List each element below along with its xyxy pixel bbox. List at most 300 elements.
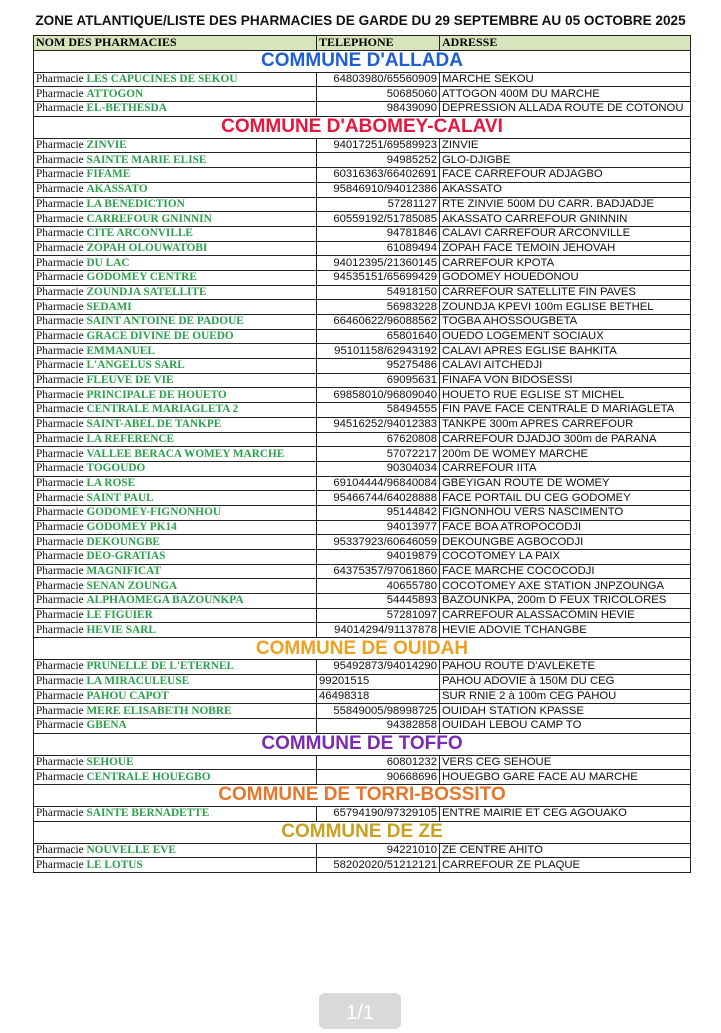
- pharmacy-telephone: 94012395/21360145: [317, 256, 440, 271]
- pharmacy-name-cell: [34, 843, 317, 858]
- pharmacy-name-cell: [34, 403, 317, 418]
- pharmacy-name-cell: [34, 344, 317, 359]
- pharmacy-name: CENTRALE MARIAGLETA 2: [86, 403, 239, 416]
- table-row: [34, 447, 691, 462]
- pharmacy-name: GRACE DIVINE DE OUEDO: [86, 330, 234, 343]
- pharmacy-address: MARCHE SEKOU: [440, 72, 691, 87]
- pharmacy-address: COCOTOMEY AXE STATION JNPZOUNGA: [440, 579, 691, 594]
- pharmacy-address: HOUEGBO GARE FACE AU MARCHE: [440, 770, 691, 785]
- pharmacy-address: CARREFOUR IITA: [440, 461, 691, 476]
- pharmacy-name: ALPHAOMEGA BAZOUNKPA: [86, 594, 244, 607]
- pharmacy-name: ZOPAH OLOUWATOBI: [86, 241, 208, 254]
- pharmacy-telephone: 54918150: [317, 285, 440, 300]
- pharmacy-address: OUEDO LOGEMENT SOCIAUX: [440, 329, 691, 344]
- pharmacy-prefix: Pharmacie: [36, 550, 84, 563]
- pharmacy-name-cell: [34, 168, 317, 183]
- pharmacy-telephone: 94985252: [317, 153, 440, 168]
- pharmacy-name: L'ANGELUS SARL: [86, 359, 185, 372]
- table-row: [34, 256, 691, 271]
- pharmacy-prefix: Pharmacie: [36, 418, 84, 431]
- table-row: [34, 550, 691, 565]
- pharmacy-name-cell: [34, 300, 317, 315]
- pharmacy-address: ZOUNDJA KPEVI 100m EGLISE BETHEL: [440, 300, 691, 315]
- pharmacy-prefix: Pharmacie: [36, 212, 84, 225]
- pharmacy-name-cell: [34, 417, 317, 432]
- pharmacy-telephone: 57072217: [317, 447, 440, 462]
- pharmacy-name-cell: [34, 153, 317, 168]
- table-row: [34, 72, 691, 87]
- pharmacy-telephone: 69858010/96809040: [317, 388, 440, 403]
- pharmacy-name-cell: [34, 623, 317, 638]
- pharmacy-name: SAINT ANTOINE DE PADOUE: [86, 315, 244, 328]
- table-row: [34, 505, 691, 520]
- table-row: [34, 579, 691, 594]
- pharmacy-prefix: Pharmacie: [36, 300, 84, 313]
- pharmacy-telephone: 94019879: [317, 550, 440, 565]
- pharmacy-name-cell: [34, 491, 317, 506]
- pharmacy-address: TOGBA AHOSSOUGBETA: [440, 315, 691, 330]
- commune-title: COMMUNE DE TORRI-BOSSITO: [34, 784, 691, 806]
- pharmacy-address: AKASSATO CARREFOUR GNINNIN: [440, 212, 691, 227]
- pharmacy-name: SAINT PAUL: [86, 491, 154, 504]
- pharmacy-name: GODOMEY PK14: [86, 520, 177, 533]
- pharmacy-telephone: 95101158/62943192: [317, 344, 440, 359]
- pharmacy-prefix: Pharmacie: [36, 285, 84, 298]
- pharmacy-name: DEKOUNGBE: [86, 535, 160, 548]
- pharmacy-name-cell: [34, 594, 317, 609]
- pharmacy-telephone: 58494555: [317, 403, 440, 418]
- pharmacy-name-cell: [34, 241, 317, 256]
- pharmacy-prefix: Pharmacie: [36, 315, 84, 328]
- pharmacy-prefix: Pharmacie: [36, 594, 84, 607]
- commune-title: COMMUNE DE TOFFO: [34, 733, 691, 755]
- pharmacy-prefix: Pharmacie: [36, 447, 84, 460]
- pharmacy-name: VALLEE BERACA WOMEY MARCHE: [86, 447, 285, 460]
- pharmacy-name-cell: [34, 858, 317, 873]
- table-row: [34, 608, 691, 623]
- table-row: [34, 689, 691, 704]
- pharmacy-name: PRINCIPALE DE HOUETO: [86, 388, 227, 401]
- pharmacy-name: SEHOUE: [86, 755, 134, 768]
- pharmacy-address: OUIDAH LEBOU CAMP TO: [440, 718, 691, 733]
- pharmacy-prefix: Pharmacie: [36, 388, 84, 401]
- pharmacy-prefix: Pharmacie: [36, 403, 84, 416]
- pharmacy-telephone: 65794190/97329105: [317, 806, 440, 821]
- pharmacy-prefix: Pharmacie: [36, 168, 84, 181]
- table-row: [34, 359, 691, 374]
- pharmacy-prefix: Pharmacie: [36, 755, 84, 768]
- pharmacy-prefix: Pharmacie: [36, 565, 84, 578]
- pharmacy-name: CITE ARCONVILLE: [86, 227, 193, 240]
- commune-title: COMMUNE D'ALLADA: [34, 50, 691, 72]
- pharmacy-name: EL-BETHESDA: [86, 102, 167, 115]
- pharmacy-prefix: Pharmacie: [36, 330, 84, 343]
- pharmacy-address: GBEYIGAN ROUTE DE WOMEY: [440, 476, 691, 491]
- pharmacy-prefix: Pharmacie: [36, 506, 84, 519]
- pharmacy-address: PAHOU ADOVIE à 150M DU CEG: [440, 674, 691, 689]
- pharmacy-prefix: Pharmacie: [36, 689, 84, 702]
- pharmacy-name-cell: [34, 285, 317, 300]
- table-row: [34, 770, 691, 785]
- pharmacy-prefix: Pharmacie: [36, 579, 84, 592]
- table-row: [34, 660, 691, 675]
- pharmacy-name-cell: [34, 520, 317, 535]
- pharmacy-telephone: 67620808: [317, 432, 440, 447]
- pharmacy-prefix: Pharmacie: [36, 197, 84, 210]
- table-row: [34, 594, 691, 609]
- pharmacy-address: FACE PORTAIL DU CEG GODOMEY: [440, 491, 691, 506]
- table-row: [34, 564, 691, 579]
- pharmacy-prefix: Pharmacie: [36, 359, 84, 372]
- table-row: [34, 520, 691, 535]
- pharmacy-address: 200m DE WOMEY MARCHE: [440, 447, 691, 462]
- pharmacy-name-cell: [34, 329, 317, 344]
- pharmacy-address: FACE MARCHE COCOCODJI: [440, 564, 691, 579]
- pharmacy-name-cell: [34, 72, 317, 87]
- pharmacy-prefix: Pharmacie: [36, 374, 84, 387]
- pharmacy-telephone: 50685060: [317, 87, 440, 102]
- pharmacy-name-cell: [34, 315, 317, 330]
- table-row: [34, 843, 691, 858]
- pharmacy-name: FIFAME: [86, 168, 131, 181]
- pharmacy-telephone: 90668696: [317, 770, 440, 785]
- pharmacy-address: ZINVIE: [440, 138, 691, 153]
- pharmacy-telephone: 98439090: [317, 102, 440, 117]
- pharmacy-name: FLEUVE DE VIE: [86, 374, 174, 387]
- table-row: [34, 388, 691, 403]
- table-row: [34, 138, 691, 153]
- pharmacy-name: ZINVIE: [86, 139, 127, 152]
- pharmacy-address: RTE ZINVIE 500M DU CARR. BADJADJE: [440, 197, 691, 212]
- pharmacy-prefix: Pharmacie: [36, 476, 84, 489]
- table-row: [34, 403, 691, 418]
- table-row: [34, 270, 691, 285]
- pharmacy-name-cell: [34, 564, 317, 579]
- pharmacy-name: EMMANUEL: [86, 344, 155, 357]
- pharmacy-address: CALAVI CARREFOUR ARCONVILLE: [440, 226, 691, 241]
- pharmacy-name-cell: [34, 806, 317, 821]
- pharmacy-name-cell: [34, 432, 317, 447]
- pharmacy-telephone: 69095631: [317, 373, 440, 388]
- pharmacy-name: SEDAMI: [86, 300, 132, 313]
- pharmacy-address: ZE CENTRE AHITO: [440, 843, 691, 858]
- pharmacy-telephone: 64803980/65560909: [317, 72, 440, 87]
- pharmacy-telephone: 69104444/96840084: [317, 476, 440, 491]
- pharmacy-telephone: 94535151/65699429: [317, 270, 440, 285]
- pharmacy-address: GODOMEY HOUEDONOU: [440, 270, 691, 285]
- header-telephone: TELEPHONE: [317, 36, 440, 51]
- pharmacy-name-cell: [34, 476, 317, 491]
- pharmacy-name-cell: [34, 226, 317, 241]
- pharmacy-telephone: 40655780: [317, 579, 440, 594]
- pharmacy-name-cell: [34, 660, 317, 675]
- pharmacy-telephone: 95275486: [317, 359, 440, 374]
- pharmacy-prefix: Pharmacie: [36, 858, 84, 871]
- table-header-row: [34, 36, 691, 51]
- pharmacy-prefix: Pharmacie: [36, 623, 84, 636]
- pharmacy-name-cell: [34, 704, 317, 719]
- table-row: [34, 300, 691, 315]
- pharmacy-telephone: 99201515: [317, 674, 440, 689]
- pharmacy-address: CARREFOUR DJADJO 300m de PARANA: [440, 432, 691, 447]
- commune-header-row: [34, 733, 691, 755]
- table-row: [34, 285, 691, 300]
- pharmacy-prefix: Pharmacie: [36, 183, 84, 196]
- pharmacy-telephone: 94221010: [317, 843, 440, 858]
- table-row: [34, 373, 691, 388]
- pharmacy-telephone: 57281127: [317, 197, 440, 212]
- pharmacy-prefix: Pharmacie: [36, 227, 84, 240]
- table-row: [34, 858, 691, 873]
- pharmacy-address: FIN PAVE FACE CENTRALE D MARIAGLETA: [440, 403, 691, 418]
- pharmacy-name: PRUNELLE DE L'ETERNEL: [86, 660, 235, 673]
- pharmacy-prefix: Pharmacie: [36, 675, 84, 688]
- table-row: [34, 535, 691, 550]
- table-row: [34, 476, 691, 491]
- pharmacy-telephone: 94014294/91137878: [317, 623, 440, 638]
- pharmacy-telephone: 94013977: [317, 520, 440, 535]
- header-name: NOM DES PHARMACIES: [34, 36, 317, 51]
- pharmacy-telephone: 90304034: [317, 461, 440, 476]
- pharmacy-name: DU LAC: [86, 256, 130, 269]
- pharmacy-address: SUR RNIE 2 à 100m CEG PAHOU: [440, 689, 691, 704]
- pharmacy-name: LE LOTUS: [86, 858, 143, 871]
- pharmacy-prefix: Pharmacie: [36, 73, 84, 86]
- pharmacy-name-cell: [34, 182, 317, 197]
- pharmacy-name: MAGNIFICAT: [86, 565, 161, 578]
- pharmacy-address: BAZOUNKPA, 200m D FEUX TRICOLORES: [440, 594, 691, 609]
- table-row: [34, 182, 691, 197]
- table-body: [34, 50, 691, 872]
- pharmacy-address: DEKOUNGBE AGBOCODJI: [440, 535, 691, 550]
- table-row: [34, 704, 691, 719]
- pharmacy-telephone: 57281097: [317, 608, 440, 623]
- pharmacy-name: LA REFERENCE: [86, 432, 175, 445]
- pharmacy-address: OUIDAH STATION KPASSE: [440, 704, 691, 719]
- pharmacy-telephone: 56983228: [317, 300, 440, 315]
- table-row: [34, 212, 691, 227]
- pharmacy-name-cell: [34, 197, 317, 212]
- pharmacy-telephone: 95846910/94012386: [317, 182, 440, 197]
- pharmacy-address: CALAVI APRES EGLISE BAHKITA: [440, 344, 691, 359]
- pharmacy-prefix: Pharmacie: [36, 807, 84, 820]
- pharmacy-name: HEVIE SARL: [86, 623, 156, 636]
- table-row: [34, 197, 691, 212]
- commune-header-row: [34, 50, 691, 72]
- pharmacy-name-cell: [34, 579, 317, 594]
- pharmacy-prefix: Pharmacie: [36, 139, 84, 152]
- pharmacy-address: PAHOU ROUTE D'AVLEKETE: [440, 660, 691, 675]
- pharmacy-name-cell: [34, 373, 317, 388]
- pharmacy-telephone: 95337923/60646059: [317, 535, 440, 550]
- table-row: [34, 718, 691, 733]
- pharmacy-address: ATTOGON 400M DU MARCHE: [440, 87, 691, 102]
- pharmacy-name-cell: [34, 608, 317, 623]
- table-row: [34, 806, 691, 821]
- pharmacy-address: GLO-DJIGBE: [440, 153, 691, 168]
- pharmacy-name: LES CAPUCINES DE SEKOU: [86, 73, 238, 86]
- pharmacy-telephone: 60559192/51785085: [317, 212, 440, 227]
- pharmacy-address: FACE CARREFOUR ADJAGBO: [440, 168, 691, 183]
- pharmacy-telephone: 94781846: [317, 226, 440, 241]
- table-row: [34, 226, 691, 241]
- pharmacy-telephone: 66460622/96088562: [317, 315, 440, 330]
- pharmacy-address: AKASSATO: [440, 182, 691, 197]
- pharmacy-telephone: 95466744/64028888: [317, 491, 440, 506]
- table-row: [34, 417, 691, 432]
- pharmacy-name: SAINTE MARIE ELISE: [86, 153, 207, 166]
- pharmacy-name: GBENA: [86, 719, 127, 732]
- pharmacy-name: TOGOUDO: [86, 462, 146, 475]
- pharmacy-prefix: Pharmacie: [36, 153, 84, 166]
- pharmacy-name: ATTOGON: [86, 87, 144, 100]
- pharmacy-address: TANKPE 300m APRES CARREFOUR: [440, 417, 691, 432]
- pharmacy-telephone: 61089494: [317, 241, 440, 256]
- pharmacy-telephone: 54445893: [317, 594, 440, 609]
- table-row: [34, 623, 691, 638]
- pharmacy-address: CARREFOUR ALASSACÔMIN HEVIE: [440, 608, 691, 623]
- pharmacy-prefix: Pharmacie: [36, 704, 84, 717]
- table-row: [34, 102, 691, 117]
- pharmacy-address: ZOPAH FACE TEMOIN JEHOVAH: [440, 241, 691, 256]
- pharmacy-name: GODOMEY-FIGNONHOU: [86, 506, 222, 519]
- pharmacy-name-cell: [34, 87, 317, 102]
- pharmacy-telephone: 58202020/51212121: [317, 858, 440, 873]
- pharmacy-name-cell: [34, 212, 317, 227]
- pharmacy-name: MERE ELISABETH NOBRE: [86, 704, 232, 717]
- pharmacy-address: HOUETO RUE EGLISE ST MICHEL: [440, 388, 691, 403]
- pharmacy-telephone: 60801232: [317, 755, 440, 770]
- pharmacy-name: GODOMEY CENTRE: [86, 271, 197, 284]
- pharmacy-name-cell: [34, 689, 317, 704]
- pharmacy-address: VERS CEG SEHOUE: [440, 755, 691, 770]
- pharmacy-name-cell: [34, 505, 317, 520]
- commune-header-row: [34, 116, 691, 138]
- pharmacy-prefix: Pharmacie: [36, 660, 84, 673]
- pharmacy-telephone: 65801640: [317, 329, 440, 344]
- page-title: ZONE ATLANTIQUE/LISTE DES PHARMACIES DE GARDE DU 29 SEPTEMBRE AU 05 OCTOBRE 2025: [35, 13, 686, 28]
- pharmacy-name: LA ROSE: [86, 476, 136, 489]
- pharmacy-table: [33, 35, 691, 873]
- pharmacy-address: HEVIE ADOVIE TCHANGBE: [440, 623, 691, 638]
- pharmacy-prefix: Pharmacie: [36, 102, 84, 115]
- pharmacy-name-cell: [34, 102, 317, 117]
- pharmacy-name-cell: [34, 138, 317, 153]
- pharmacy-name-cell: [34, 550, 317, 565]
- pharmacy-name-cell: [34, 674, 317, 689]
- pharmacy-prefix: Pharmacie: [36, 87, 84, 100]
- pharmacy-name: SAINTE BERNADETTE: [86, 807, 210, 820]
- header-address: ADRESSE: [440, 36, 691, 51]
- commune-header-row: [34, 821, 691, 843]
- pharmacy-telephone: 94017251/69589923: [317, 138, 440, 153]
- table-row: [34, 315, 691, 330]
- pharmacy-address: DEPRESSION ALLADA ROUTE DE COTONOU: [440, 102, 691, 117]
- table-row: [34, 153, 691, 168]
- pharmacy-telephone: 95492873/94014290: [317, 660, 440, 675]
- pharmacy-name-cell: [34, 755, 317, 770]
- pharmacy-prefix: Pharmacie: [36, 843, 84, 856]
- pharmacy-name: CARREFOUR GNINNIN: [86, 212, 212, 225]
- pharmacy-name-cell: [34, 388, 317, 403]
- pharmacy-prefix: Pharmacie: [36, 719, 84, 732]
- pharmacy-prefix: Pharmacie: [36, 256, 84, 269]
- pharmacy-telephone: 95144842: [317, 505, 440, 520]
- pharmacy-telephone: 46498318: [317, 689, 440, 704]
- pharmacy-name-cell: [34, 770, 317, 785]
- pharmacy-prefix: Pharmacie: [36, 271, 84, 284]
- pharmacy-prefix: Pharmacie: [36, 344, 84, 357]
- table-row: [34, 674, 691, 689]
- pharmacy-name-cell: [34, 359, 317, 374]
- commune-header-row: [34, 638, 691, 660]
- pharmacy-name: LA MIRACULEUSE: [86, 675, 190, 688]
- commune-title: COMMUNE DE OUIDAH: [34, 638, 691, 660]
- commune-title: COMMUNE D'ABOMEY-CALAVI: [34, 116, 691, 138]
- pharmacy-name: LA BENEDICTION: [86, 197, 185, 210]
- table-row: [34, 241, 691, 256]
- commune-header-row: [34, 784, 691, 806]
- pharmacy-telephone: 60316363/66402691: [317, 168, 440, 183]
- table-row: [34, 755, 691, 770]
- pharmacy-name: DEO-GRATIAS: [86, 550, 166, 563]
- table-row: [34, 168, 691, 183]
- pharmacy-prefix: Pharmacie: [36, 241, 84, 254]
- pharmacy-name-cell: [34, 270, 317, 285]
- pharmacy-prefix: Pharmacie: [36, 462, 84, 475]
- table-row: [34, 461, 691, 476]
- pharmacy-address: CALAVI AITCHEDJI: [440, 359, 691, 374]
- pharmacy-prefix: Pharmacie: [36, 770, 84, 783]
- pharmacy-name-cell: [34, 718, 317, 733]
- pharmacy-telephone: 94382858: [317, 718, 440, 733]
- pharmacy-name: NOUVELLE EVE: [86, 843, 176, 856]
- pharmacy-name: CENTRALE HOUEGBO: [86, 770, 211, 783]
- pharmacy-name-cell: [34, 256, 317, 271]
- pharmacy-name: SAINT-ABEL DE TANKPE: [86, 418, 222, 431]
- pharmacy-address: CARREFOUR ZE PLAQUE: [440, 858, 691, 873]
- pharmacy-name-cell: [34, 535, 317, 550]
- pharmacy-name-cell: [34, 447, 317, 462]
- table-row: [34, 344, 691, 359]
- page-indicator: 1/1: [319, 993, 401, 1029]
- pharmacy-telephone: 55849005/98998725: [317, 704, 440, 719]
- pharmacy-address: ENTRE MAIRIE ET CEG AGOUAKO: [440, 806, 691, 821]
- pharmacy-address: FIGNONHOU VERS NASCIMENTO: [440, 505, 691, 520]
- pharmacy-prefix: Pharmacie: [36, 491, 84, 504]
- pharmacy-prefix: Pharmacie: [36, 609, 84, 622]
- pharmacy-prefix: Pharmacie: [36, 535, 84, 548]
- table-row: [34, 329, 691, 344]
- pharmacy-prefix: Pharmacie: [36, 520, 84, 533]
- table-row: [34, 432, 691, 447]
- pharmacy-name: SENAN ZOUNGA: [86, 579, 178, 592]
- pharmacy-name-cell: [34, 461, 317, 476]
- pharmacy-address: FINAFA VON BIDOSESSI: [440, 373, 691, 388]
- pharmacy-address: CARREFOUR KPOTA: [440, 256, 691, 271]
- pharmacy-name: AKASSATO: [86, 183, 148, 196]
- commune-title: COMMUNE DE ZE: [34, 821, 691, 843]
- pharmacy-address: CARREFOUR SATELLITE FIN PAVES: [440, 285, 691, 300]
- pharmacy-telephone: 64375357/97061860: [317, 564, 440, 579]
- pharmacy-name: ZOUNDJA SATELLITE: [86, 285, 207, 298]
- table-row: [34, 87, 691, 102]
- pharmacy-telephone: 94516252/94012383: [317, 417, 440, 432]
- pharmacy-address: FACE BOA ATROPOCODJI: [440, 520, 691, 535]
- pharmacy-prefix: Pharmacie: [36, 432, 84, 445]
- pharmacy-name: LE FIGUIER: [86, 609, 153, 622]
- pharmacy-name: PAHOU CAPOT: [86, 689, 169, 702]
